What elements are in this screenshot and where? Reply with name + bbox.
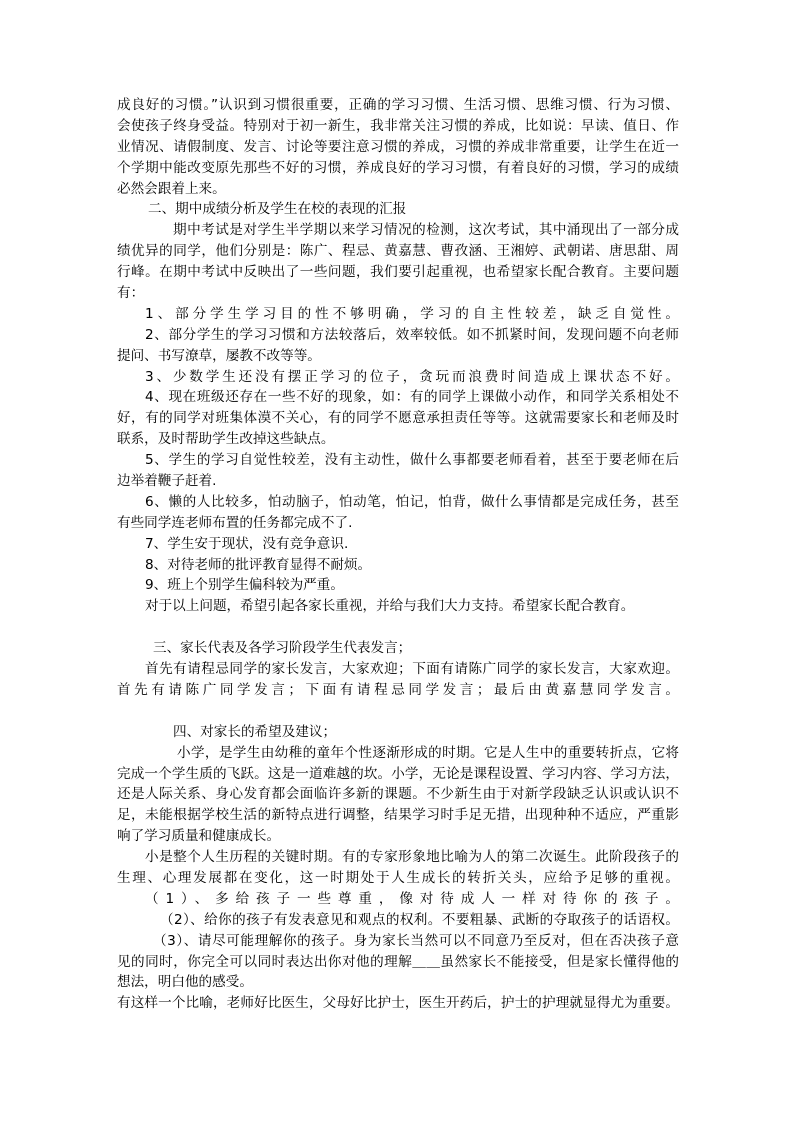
text-line: 生理、心理发展都在变化，这一时期处于人生成长的转折关头，应给予足够的重视。 [117,869,679,886]
list-item-continuation: 提问、书写潦草，屡教不改等等。 [117,347,321,364]
text-line: 业情况、请假制度、发言、讨论等要注意习惯的养成，习惯的养成非常重要，让学生在近一 [117,138,679,155]
section-closing: 对于以上问题，希望引起各家长重视，并给与我们大力支持。希望家长配合教育。 [145,598,635,615]
list-item-continuation: 联系，及时帮助学生改掉这些缺点。 [117,431,335,448]
section-2 [117,199,679,617]
section-heading: 二、期中成绩分析及学生在校的表现的汇报 [148,201,407,218]
text-line: 足，未能根据学校生活的新特点进行调整，结果学习时手足无措，出现种种不适应，严重影 [117,807,679,824]
text-line: 首先有请陈广同学发言；下面有请程忌同学发言；最后由黄嘉慧同学发言。 [117,681,679,698]
text-line: 还是人际关系、身心发育都会面临许多新的课题。不少新生由于对新学段缺乏认识或认识不 [117,786,679,803]
list-item: 5、学生的学习自觉性较差，没有主动性，做什么事都要老师看着，甚至于要老师在后 [145,452,679,469]
text-line: 有： [117,285,145,302]
list-item-continuation: 有些同学连老师布置的任务都完成不了. [117,514,353,531]
document-page [117,95,679,1014]
text-line: 响了学习质量和健康成长。 [117,828,281,845]
spacer [117,617,679,638]
text-line: 会使孩子终身受益。特别对于初一新生，我非常关注习惯的养成，比如说：早读、值日、作 [117,117,679,134]
list-item: （2）、给你的孩子有发表意见和观点的权利。不要粗暴、武断的夺取孩子的话语权。 [160,911,679,928]
text-line: 完成一个学生质的飞跃。这是一道难越的坎。小学，无论是课程设置、学习内容、学习方法， [117,765,679,782]
list-item: 3、少数学生还没有摆正学习的位子，贪玩而浪费时间造成上课状态不好。 [145,368,679,385]
text-line: 首先有请程忌同学的家长发言，大家欢迎；下面有请陈广同学的家长发言，大家欢迎。 [145,661,679,678]
list-item: 1、部分学生学习目的性不够明确，学习的自主性较差，缺乏自觉性。 [145,305,679,322]
text-line: 个学期中能改变原先那些不好的习惯，养成良好的学习习惯，有着良好的习惯，学习的成绩 [117,159,679,176]
list-item-continuation: 好，有的同学对班集体漠不关心，有的同学不愿意承担责任等等。这就需要家长和老师及时 [117,410,679,427]
section-heading: 三、家长代表及各学习阶段学生代表发言； [153,640,412,657]
text-line: 小是整个人生历程的关键时期。有的专家形象地比喻为人的第二次诞生。此阶段孩子的 [145,849,679,866]
list-item-continuation: 边举着鞭子赶着. [117,473,217,490]
closing-line: 有这样一个比喻，老师好比医生，父母好比护士，医生开药后，护士的护理就显得尤为重要。 [117,995,679,1012]
section-heading: 四、对家长的希望及建议； [173,723,337,740]
list-item: 4、现在班级还存在一些不好的现象，如：有的同学上课做小动作，和同学关系相处不 [145,389,679,406]
intro-paragraph [117,95,679,199]
list-item: 6、懒的人比较多，怕动脑子，怕动笔，怕记，怕背，做什么事情都是完成任务，甚至 [145,493,679,510]
text-line: 绩优异的同学，他们分别是：陈广、程忌、黄嘉慧、曹孜涵、王湘婷、武朝诺、唐思甜、周 [117,243,679,260]
list-item: 2、部分学生的学习习惯和方法较落后，效率较低。如不抓紧时间，发现问题不向老师 [145,326,679,343]
spacer [117,701,679,722]
text-line: 成良好的习惯。”认识到习惯很重要，正确的学习习惯、生活习惯、思维习惯、行为习惯、 [117,97,679,113]
list-item-continuation: 想法，明白他的感受。 [117,974,253,991]
text-line: 必然会跟着上来。 [117,180,226,197]
list-item: （3）、请尽可能理解你的孩子。身为家长当然可以不同意乃至反对，但在否决孩子意 [153,932,679,949]
list-item: 7、学生安于现状，没有竞争意识. [145,535,349,552]
list-item: 9、班上个别学生偏科较为严重。 [145,577,344,594]
list-item-continuation: 见的同时，你完全可以同时表达出你对他的理解＿＿虽然家长不能接受，但是家长懂得他的 [117,953,679,970]
text-line: 期中考试是对学生半学期以来学习情况的检测，这次考试，其中涌现出了一部分成 [173,222,679,239]
text-line: 行峰。在期中考试中反映出了一些问题，我们要引起重视，也希望家长配合教育。主要问题 [117,264,679,281]
list-item: 8、对待老师的批评教育显得不耐烦。 [145,556,372,573]
section-3 [117,638,679,701]
section-4 [117,722,679,1014]
list-item: （1）、多给孩子一些尊重，像对待成人一样对待你的孩子。 [145,890,679,907]
text-line: 小学，是学生由幼稚的童年个性逐渐形成的时期。它是人生中的重要转折点，它将 [177,744,679,761]
